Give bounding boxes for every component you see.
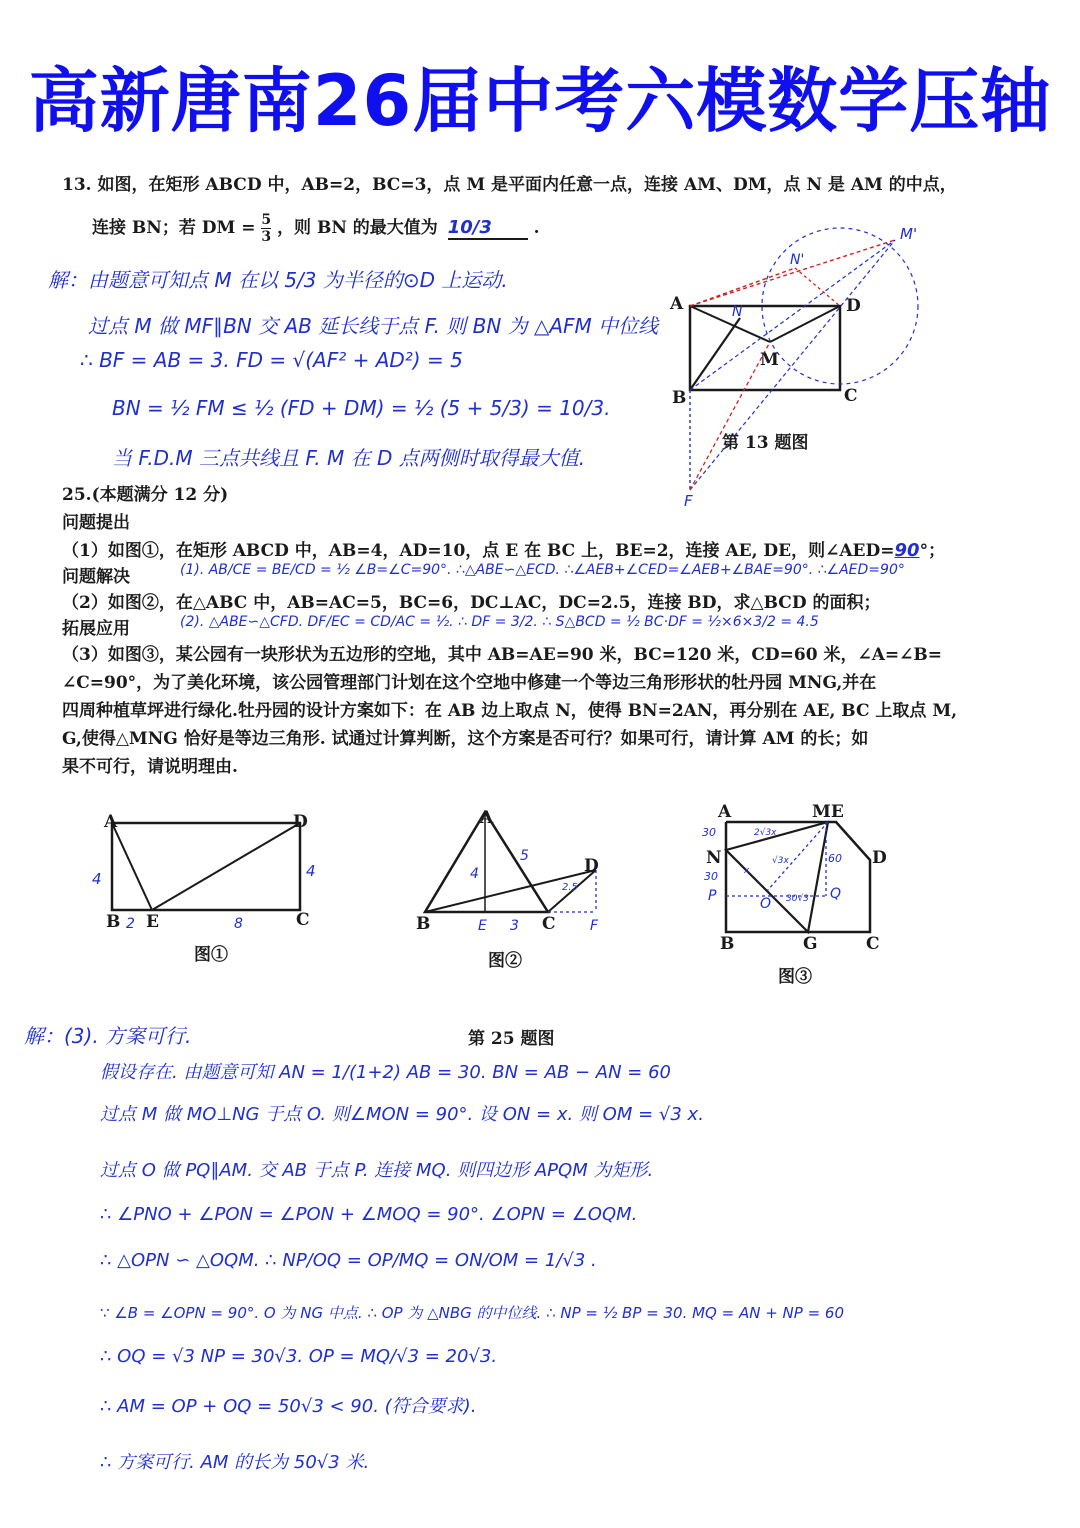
q13-line1: 13. 如图，在矩形 ABCD 中，AB=2，BC=3，点 M 是平面内任意一点，连接 AM、DM，点 N 是 AM 的中点， (62, 175, 957, 195)
fig3-label-a: A (718, 802, 732, 822)
fig3-triangle-mng (726, 822, 828, 932)
q13-label-m: M (760, 350, 779, 370)
q13-label-n: N (732, 304, 743, 320)
fig3-label-c: C (866, 934, 880, 954)
sol13-line4: BN = ½ FM ≤ ½ (FD + DM) = ½ (5 + 5/3) = 10/3. (112, 396, 611, 420)
fig1-num-8: 8 (234, 916, 243, 932)
fig3-num-r3x: √3x (772, 856, 789, 866)
q13-label-f: F (684, 492, 693, 510)
fig1-label-d: D (293, 812, 308, 832)
fig1-num-4a: 4 (92, 870, 102, 888)
fig3-label-n: N (706, 848, 722, 868)
fig1-label-a: A (104, 812, 118, 832)
q13-label-b: B (672, 388, 687, 408)
fig2-label-c: C (542, 914, 556, 934)
sol3-line3: 过点 M 做 MO⊥NG 于点 O. 则∠MON = 90°. 设 ON = x. 则 OM = √3 x. (100, 1104, 704, 1125)
fig3-label-p: P (708, 888, 717, 904)
q25-part3-line2: ∠C=90°，为了美化环境，该公园管理部门计划在这个空地中修建一个等边三角形形状的牡丹园 MNG,并在 (62, 673, 877, 693)
sol3-line8: ∴ OQ = √3 NP = 30√3. OP = MQ/√3 = 20√3. (100, 1346, 498, 1367)
q25-part1-end: °； (919, 541, 946, 561)
fig2-label-e: E (478, 918, 487, 934)
fig1-num-2: 2 (126, 916, 135, 932)
sol3-line10: ∴ 方案可行. AM 的长为 50√3 米. (100, 1452, 370, 1473)
q13-label-mprime: M' (900, 225, 918, 243)
q25-part2: （2）如图②，在△ABC 中，AB=AC=5，BC=6，DC⊥AC，DC=2.5，连接 BD，求△BCD 的面积； (62, 593, 881, 613)
fig1-label-e: E (146, 912, 159, 932)
q25-sol2: (2). △ABE∽△CFD. DF/EC = CD/AC = ½. ∴ DF = 3/2. ∴ S△BCD = ½ BC·DF = ½×6×3/2 = 4.5 (180, 614, 819, 630)
sol13-line3: ∴ BF = AB = 3. FD = √(AF² + AD²) = 5 (80, 348, 463, 372)
q13-period: . (533, 218, 540, 238)
sol3-line4: 过点 O 做 PQ∥AM. 交 AB 于点 P. 连接 MQ. 则四边形 APQM 为矩形. (100, 1160, 654, 1181)
fig2-label-b: B (416, 914, 431, 934)
fig3-label-o: O (760, 896, 772, 912)
sol3-line2: 假设存在. 由题意可知 AN = 1/(1+2) AB = 30. BN = AB − AN = 60 (100, 1062, 672, 1083)
fig2-caption: 图② (488, 951, 522, 971)
fig3-label-me: ME (812, 802, 844, 822)
q13-label-nprime: N' (790, 252, 805, 268)
q25-heading: 25.(本题满分 12 分) (62, 485, 229, 505)
sol3-line9: ∴ AM = OP + OQ = 50√3 < 90. (符合要求). (100, 1396, 477, 1417)
page-title: 高新唐南26届中考六模数学压轴 (28, 60, 1052, 142)
q25-part1-text: （1）如图①，在矩形 ABCD 中，AB=4，AD=10，点 E 在 BC 上，BE=2，连接 AE, DE，则∠AED= (62, 541, 895, 561)
fig2-num-3: 3 (510, 918, 519, 934)
fig3-num-30r3: 30√3 (786, 894, 809, 904)
q13-label-c: C (844, 386, 858, 406)
fig1-num-4b: 4 (306, 862, 316, 880)
fig2-num-4: 4 (470, 866, 479, 882)
fig2-num-2-5: 2.5 (562, 882, 578, 893)
fig1-line-ed (152, 823, 300, 910)
q25-part3-line3: 四周种植草坪进行绿化.牡丹园的设计方案如下：在 AB 边上取点 N，使得 BN=2AN，再分别在 AE, BC 上取点 M, (62, 701, 958, 721)
q13-label-a: A (670, 294, 684, 314)
fig1-caption: 图① (194, 945, 228, 965)
fig2-label-a: A (480, 808, 494, 828)
sol13-line5: 当 F.D.M 三点共线且 F. M 在 D 点两侧时取得最大值. (112, 446, 586, 470)
q13-line2-post: ，则 BN 的最大值为 (277, 218, 438, 238)
q13-figure-caption: 第 13 题图 (722, 433, 809, 453)
q13-line2-pre: 连接 BN；若 DM = (92, 218, 256, 238)
fig1-label-b: B (106, 912, 121, 932)
q25-part3-line5: 果不可行，请说明理由. (62, 757, 238, 777)
fig3-caption: 图③ (778, 967, 812, 987)
q13-label-d: D (846, 296, 861, 316)
q13-frac-den: 3 (261, 229, 272, 245)
fig3-num-60: 60 (828, 852, 842, 865)
sol3-line5: ∴ ∠PNO + ∠PON = ∠PON + ∠MOQ = 90°. ∠OPN = ∠OQM. (100, 1204, 638, 1225)
fig3-num-2r3x: 2√3x (754, 828, 777, 838)
q25-section-3: 拓展应用 (62, 619, 130, 639)
sol3-line7: ∵ ∠B = ∠OPN = 90°. O 为 NG 中点. ∴ OP 为 △NBG 的中位线. ∴ NP = ½ BP = 30. MQ = AN + NP = 60 (100, 1304, 845, 1322)
q13-frac-num: 5 (261, 212, 272, 228)
fig2-label-d: D (584, 856, 599, 876)
sol3-line6: ∴ △OPN ∽ △OQM. ∴ NP/OQ = OP/MQ = ON/OM = 1/√3 . (100, 1250, 597, 1271)
fig3-label-b: B (720, 934, 735, 954)
fig2-num-5: 5 (520, 848, 529, 864)
fig1-line-ae (112, 823, 152, 910)
q25-figures-caption: 第 25 题图 (468, 1029, 555, 1049)
q25-section-2: 问题解决 (62, 567, 130, 587)
q25-part3-line1: （3）如图③，某公园有一块形状为五边形的空地，其中 AB=AE=90 米，BC=120 米，CD=60 米，∠A=∠B= (62, 645, 943, 665)
sol13-line2: 过点 M 做 MF∥BN 交 AB 延长线于点 F. 则 BN 为 △AFM 中位线 (88, 314, 659, 338)
fig3-label-g: G (803, 934, 818, 954)
q25-sol1: (1). AB/CE = BE/CD = ½ ∠B=∠C=90°. ∴△ABE∽△ECD. ∴∠AEB+∠CED=∠AEB+∠BAE=90°. ∴∠AED=90° (180, 562, 905, 578)
q25-section-1: 问题提出 (62, 513, 130, 533)
sol13-line1: 解：由题意可知点 M 在以 5/3 为半径的⊙D 上运动. (48, 268, 508, 292)
sol3-line1: 解：(3). 方案可行. (24, 1024, 192, 1048)
q13-answer: 10/3 (447, 217, 492, 238)
fig2-label-f: F (590, 918, 599, 934)
fig3-label-d: D (872, 848, 887, 868)
fig1-label-c: C (296, 910, 310, 930)
fig3-pentagon (726, 822, 870, 932)
q25-part3-line4: G,使得△MNG 恰好是等边三角形. 试通过计算判断，这个方案是否可行？如果可行，请计算 AM 的长；如 (62, 729, 869, 749)
fig3-label-q: Q (830, 886, 842, 902)
fig3-num-30b: 30 (704, 870, 718, 883)
q25-part1-answer: 90 (894, 540, 920, 561)
fig3-num-30a: 30 (702, 826, 716, 839)
fig1-rect (112, 823, 300, 910)
fig3-num-x: x (744, 866, 750, 876)
